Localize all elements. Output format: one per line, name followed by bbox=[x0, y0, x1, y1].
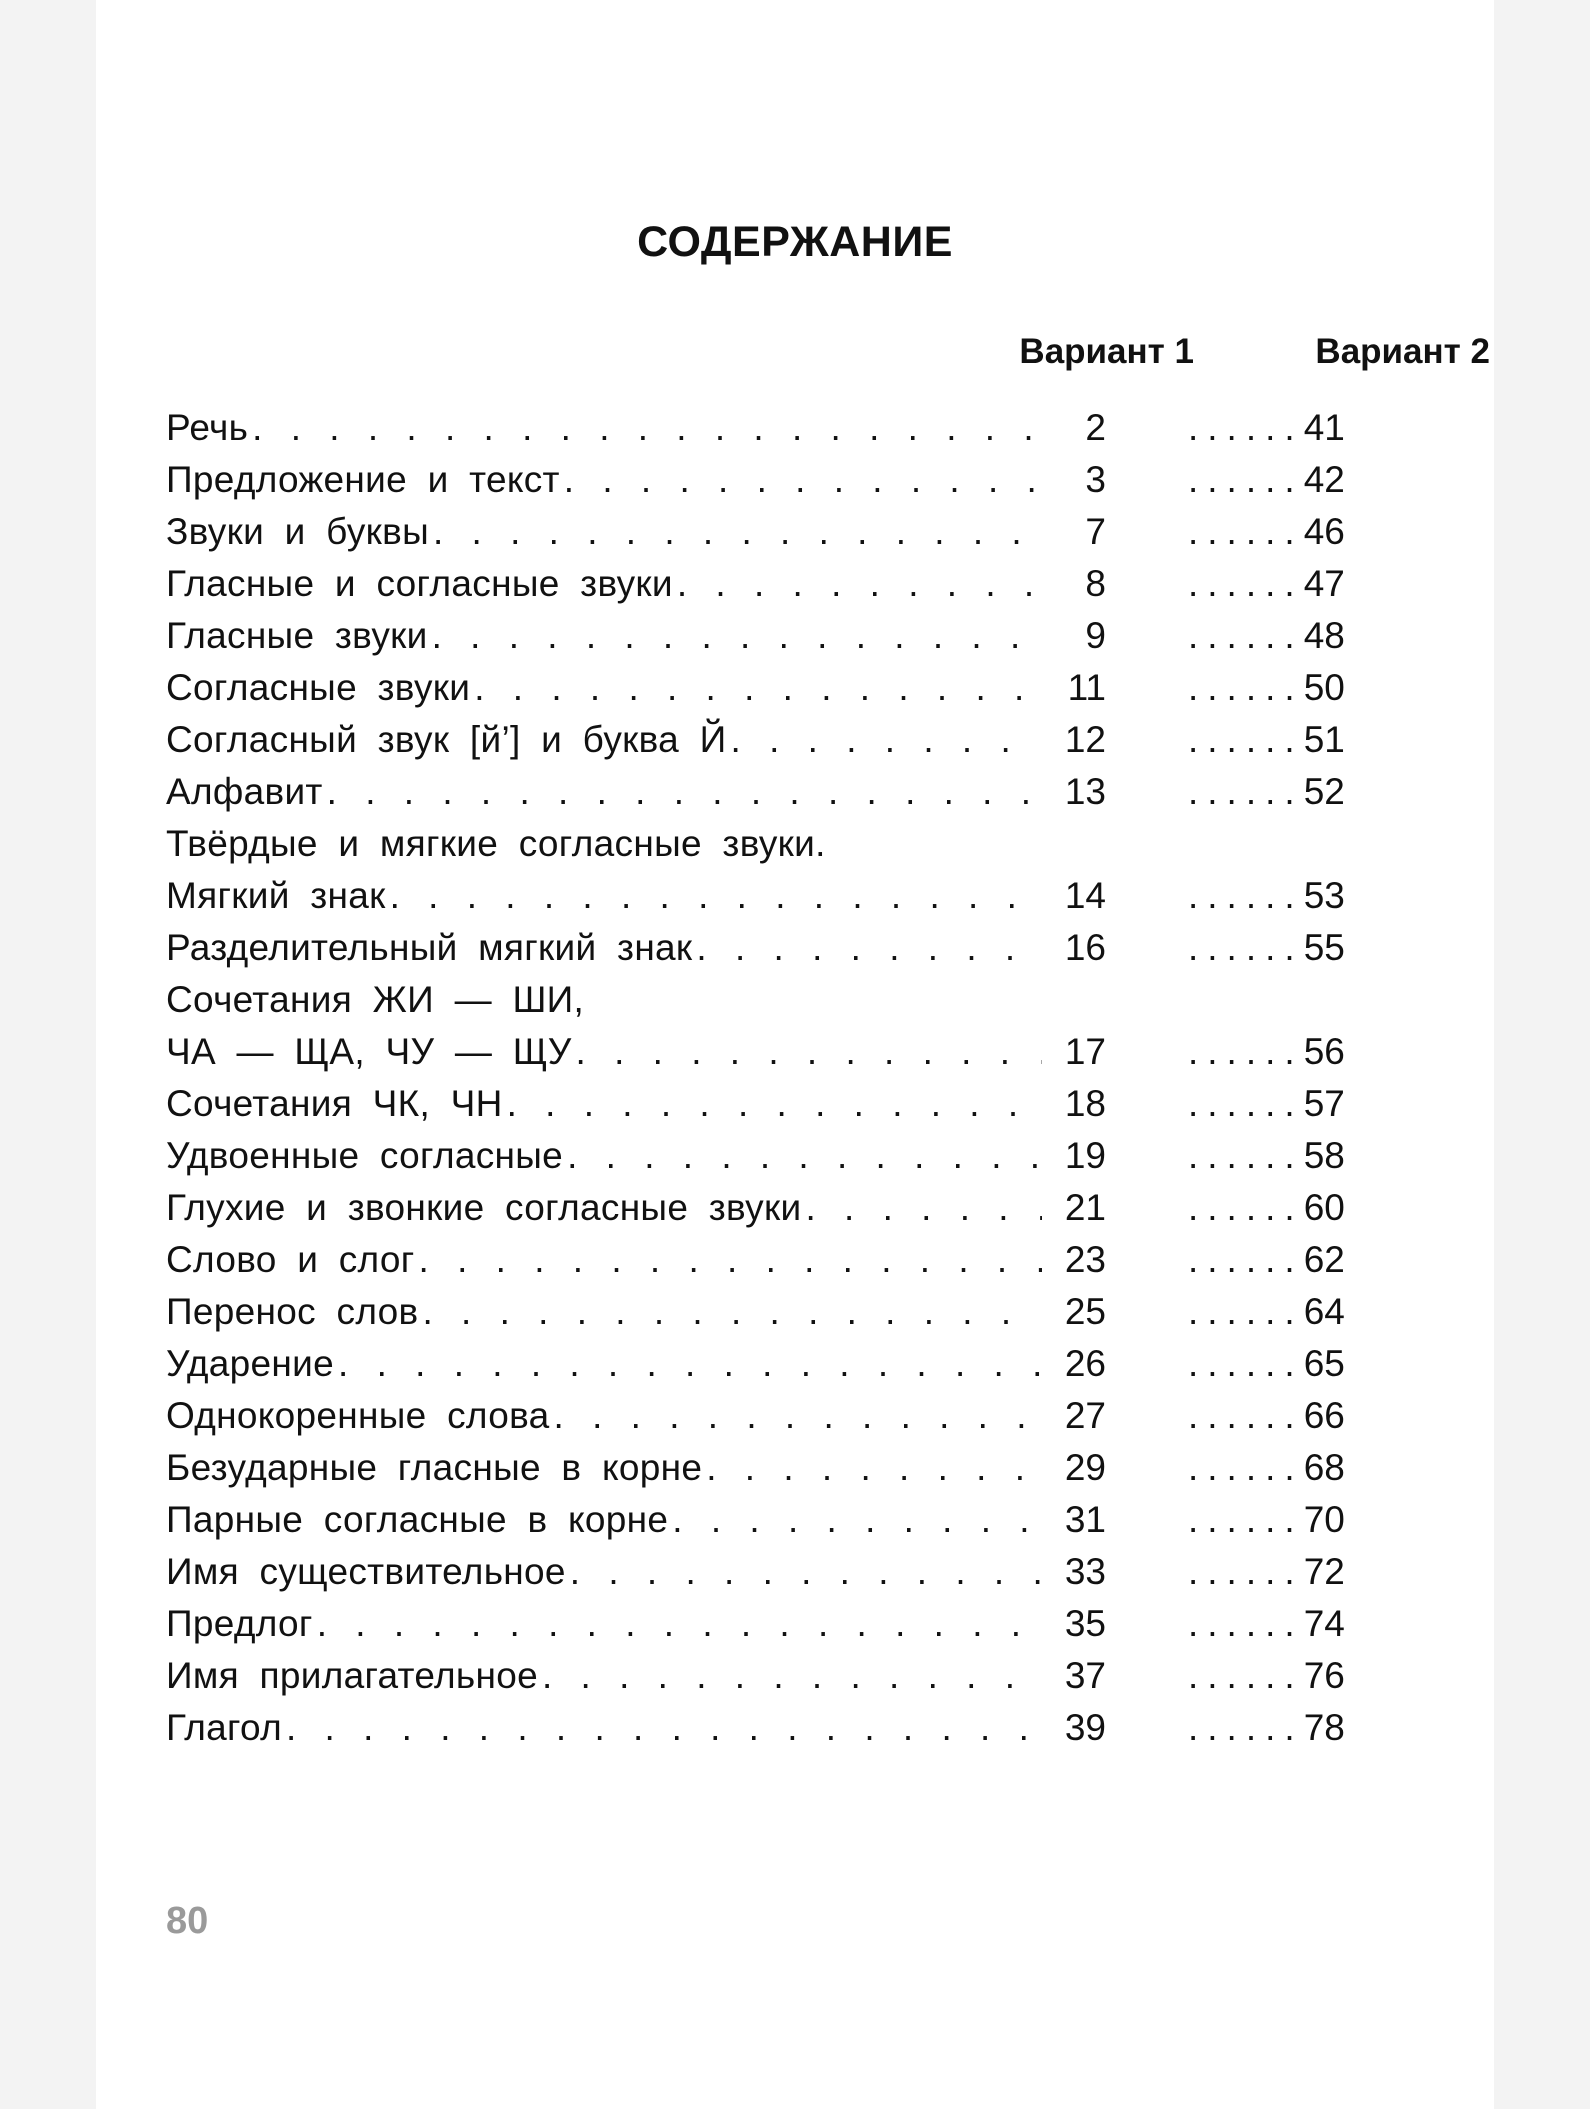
page-number-variant-1: 16 bbox=[1064, 927, 1106, 968]
dot-leader-variant-2: ...... bbox=[1188, 1447, 1304, 1488]
toc-entry-left bbox=[166, 558, 1106, 610]
page-number-variant-1: 7 bbox=[1085, 511, 1106, 552]
toc-entry bbox=[166, 870, 1458, 922]
toc-entry bbox=[166, 1442, 1458, 1494]
toc-entry bbox=[166, 1546, 1458, 1598]
dot-leader-variant-2: ...... bbox=[1188, 1187, 1304, 1228]
toc-entry-right bbox=[1188, 1702, 1458, 1754]
page-title: СОДЕРЖАНИЕ bbox=[637, 218, 953, 266]
dot-leader bbox=[731, 714, 1042, 766]
toc-entry-left bbox=[166, 922, 1106, 974]
dot-leader-variant-2: ...... bbox=[1188, 719, 1304, 760]
page-number-variant-1: 29 bbox=[1064, 1447, 1106, 1488]
dot-leader-variant-2: ...... bbox=[1188, 1551, 1304, 1592]
column-header-variant-2: Вариант 2 bbox=[1315, 332, 1490, 371]
page-number-variant-1: 12 bbox=[1064, 719, 1106, 760]
dot-leader-variant-2: ...... bbox=[1188, 875, 1304, 916]
toc-entry-right bbox=[1188, 1130, 1458, 1182]
toc-entry-right bbox=[1188, 506, 1458, 558]
page bbox=[96, 0, 1494, 2109]
toc-entry-label: Гласные и согласные звуки bbox=[166, 563, 673, 604]
toc-entry-label: Согласный звук [й’] и буква Й bbox=[166, 719, 727, 760]
toc-entry bbox=[166, 974, 1458, 1026]
toc-entry bbox=[166, 662, 1458, 714]
dot-leader bbox=[564, 454, 1042, 506]
page-number-variant-2: 66 bbox=[1303, 1395, 1345, 1436]
page-number-variant-2: 64 bbox=[1303, 1291, 1345, 1332]
toc-entry-left bbox=[166, 1078, 1106, 1130]
toc-entry-right bbox=[1188, 1338, 1458, 1390]
toc-entry-right bbox=[1188, 1390, 1458, 1442]
toc-entry-left bbox=[166, 1598, 1106, 1650]
toc-entry-label: Перенос слов bbox=[166, 1291, 419, 1332]
dot-leader bbox=[507, 1078, 1042, 1130]
dot-leader-variant-2: ...... bbox=[1188, 1603, 1304, 1644]
toc-entry-left bbox=[166, 1702, 1106, 1754]
toc-entry-label: Удвоенные согласные bbox=[166, 1135, 564, 1176]
toc-entry-right bbox=[1188, 1078, 1458, 1130]
toc-entry-right bbox=[1188, 662, 1458, 714]
page-number-variant-2: 42 bbox=[1303, 459, 1345, 500]
toc-entry-left bbox=[166, 610, 1106, 662]
page-number-variant-1: 2 bbox=[1085, 407, 1106, 448]
page-number-variant-1: 17 bbox=[1064, 1031, 1106, 1072]
toc-entry bbox=[166, 922, 1458, 974]
toc-entry-right bbox=[1188, 766, 1458, 818]
toc-entry-right bbox=[1188, 870, 1458, 922]
toc-entry-left bbox=[166, 402, 1106, 454]
dot-leader-variant-2: ...... bbox=[1188, 459, 1304, 500]
toc-entry-label: Имя прилагательное bbox=[166, 1655, 538, 1696]
dot-leader-variant-2: ...... bbox=[1188, 1031, 1304, 1072]
toc-entry-right bbox=[1188, 1546, 1458, 1598]
page-number-variant-2: 65 bbox=[1303, 1343, 1345, 1384]
dot-leader bbox=[554, 1390, 1042, 1442]
toc-entry bbox=[166, 714, 1458, 766]
dot-leader-variant-2: ...... bbox=[1188, 407, 1304, 448]
toc-entry-label: Глагол bbox=[166, 1707, 282, 1748]
page-number-variant-1: 18 bbox=[1064, 1083, 1106, 1124]
toc-entry-right bbox=[1188, 1026, 1458, 1078]
page-number-variant-2: 51 bbox=[1303, 719, 1345, 760]
page-number-variant-1: 27 bbox=[1064, 1395, 1106, 1436]
page-number-variant-2: 57 bbox=[1303, 1083, 1345, 1124]
dot-leader-variant-2: ...... bbox=[1188, 615, 1304, 656]
toc-entry-label: Имя существительное bbox=[166, 1551, 566, 1592]
toc-entry-left bbox=[166, 454, 1106, 506]
toc-entry-label: Алфавит bbox=[166, 771, 323, 812]
dot-leader-variant-2: ...... bbox=[1188, 1083, 1304, 1124]
page-number-variant-2: 60 bbox=[1303, 1187, 1345, 1228]
dot-leader bbox=[327, 766, 1042, 818]
page-number-variant-2: 76 bbox=[1303, 1655, 1345, 1696]
page-number-variant-1: 13 bbox=[1064, 771, 1106, 812]
toc-entry-label: Ударение bbox=[166, 1343, 335, 1384]
page-number: 80 bbox=[166, 1900, 209, 1942]
toc-entry bbox=[166, 1338, 1458, 1390]
page-number-variant-2: 52 bbox=[1303, 771, 1345, 812]
toc-entry-left bbox=[166, 1546, 1106, 1598]
page-number-variant-1: 31 bbox=[1064, 1499, 1106, 1540]
page-number-variant-2: 56 bbox=[1303, 1031, 1345, 1072]
page-number-variant-2: 53 bbox=[1303, 875, 1345, 916]
page-number-variant-1: 14 bbox=[1064, 875, 1106, 916]
toc-entry-left bbox=[166, 1234, 1106, 1286]
page-number-variant-2: 58 bbox=[1303, 1135, 1345, 1176]
toc-entry-right bbox=[1188, 610, 1458, 662]
dot-leader bbox=[805, 1182, 1042, 1234]
page-number-variant-1: 39 bbox=[1064, 1707, 1106, 1748]
page-number-variant-1: 25 bbox=[1064, 1291, 1106, 1332]
toc-entry bbox=[166, 558, 1458, 610]
dot-leader-variant-2: ...... bbox=[1188, 1135, 1304, 1176]
page-number-variant-1: 8 bbox=[1085, 563, 1106, 604]
page-number-variant-2: 47 bbox=[1303, 563, 1345, 604]
toc-entry-label: Гласные звуки bbox=[166, 615, 428, 656]
page-number-variant-2: 78 bbox=[1303, 1707, 1345, 1748]
toc-entry bbox=[166, 1702, 1458, 1754]
page-number-variant-1: 19 bbox=[1064, 1135, 1106, 1176]
toc-entry bbox=[166, 1130, 1458, 1182]
toc-entry-right bbox=[1188, 922, 1458, 974]
dot-leader-variant-2: ...... bbox=[1188, 667, 1304, 708]
dot-leader bbox=[433, 506, 1042, 558]
toc-entry-left bbox=[166, 714, 1106, 766]
page-number-variant-1: 35 bbox=[1064, 1603, 1106, 1644]
toc-entry bbox=[166, 1286, 1458, 1338]
page-number-variant-1: 21 bbox=[1064, 1187, 1106, 1228]
toc-entry-left bbox=[166, 766, 1106, 818]
dot-leader-variant-2: ...... bbox=[1188, 1239, 1304, 1280]
page-number-variant-2: 46 bbox=[1303, 511, 1345, 552]
toc-entry-label: ЧА — ЩА, ЧУ — ЩУ bbox=[166, 1031, 572, 1072]
page-number-variant-2: 68 bbox=[1303, 1447, 1345, 1488]
dot-leader-variant-2: ...... bbox=[1188, 511, 1304, 552]
dot-leader bbox=[570, 1546, 1042, 1598]
toc-entry bbox=[166, 766, 1458, 818]
toc-entry-right bbox=[1188, 1650, 1458, 1702]
page-number-variant-1: 11 bbox=[1067, 667, 1106, 708]
toc-entry-left bbox=[166, 506, 1106, 558]
toc-entry bbox=[166, 1234, 1458, 1286]
page-number-variant-2: 70 bbox=[1303, 1499, 1345, 1540]
page-number-variant-2: 62 bbox=[1303, 1239, 1345, 1280]
dot-leader bbox=[696, 922, 1042, 974]
toc-entry-label: Мягкий знак bbox=[166, 875, 386, 916]
page-number-variant-1: 23 bbox=[1064, 1239, 1106, 1280]
dot-leader bbox=[338, 1338, 1042, 1390]
dot-leader-variant-2: ...... bbox=[1188, 1343, 1304, 1384]
toc-entry-label: Парные согласные в корне bbox=[166, 1499, 669, 1540]
toc-entry-left bbox=[166, 974, 1106, 1026]
page-number-variant-1: 9 bbox=[1085, 615, 1106, 656]
page-number-variant-2: 50 bbox=[1303, 667, 1345, 708]
toc-entry-left bbox=[166, 1390, 1106, 1442]
toc-entry-left bbox=[166, 1130, 1106, 1182]
toc-entry-left bbox=[166, 1286, 1106, 1338]
column-header-variant-1: Вариант 1 bbox=[1019, 332, 1194, 371]
dot-leader bbox=[677, 558, 1042, 610]
page-number-variant-1: 33 bbox=[1064, 1551, 1106, 1592]
toc-entry-left bbox=[166, 1494, 1106, 1546]
toc-entry bbox=[166, 1650, 1458, 1702]
table-of-contents bbox=[166, 402, 1458, 1754]
toc-entry bbox=[166, 506, 1458, 558]
toc-entry bbox=[166, 1078, 1458, 1130]
toc-entry-left bbox=[166, 1182, 1106, 1234]
toc-entry-label: Сочетания ЧК, ЧН bbox=[166, 1083, 503, 1124]
dot-leader bbox=[542, 1650, 1042, 1702]
dot-leader-variant-2: ...... bbox=[1188, 1707, 1304, 1748]
toc-entry-left bbox=[166, 1338, 1106, 1390]
toc-entry-right bbox=[1188, 1286, 1458, 1338]
toc-entry-right bbox=[1188, 402, 1458, 454]
toc-entry-label: Глухие и звонкие согласные звуки bbox=[166, 1187, 802, 1228]
toc-entry-label: Предложение и текст bbox=[166, 459, 560, 500]
dot-leader bbox=[474, 662, 1042, 714]
toc-entry bbox=[166, 1026, 1458, 1078]
toc-entry-right bbox=[1188, 1234, 1458, 1286]
page-number-variant-2: 72 bbox=[1303, 1551, 1345, 1592]
toc-entry bbox=[166, 818, 1458, 870]
page-number-variant-1: 3 bbox=[1085, 459, 1106, 500]
dot-leader bbox=[432, 610, 1042, 662]
toc-entry bbox=[166, 1598, 1458, 1650]
dot-leader-variant-2: ...... bbox=[1188, 1499, 1304, 1540]
toc-entry-right bbox=[1188, 454, 1458, 506]
toc-entry bbox=[166, 610, 1458, 662]
dot-leader-variant-2: ...... bbox=[1188, 563, 1304, 604]
toc-entry bbox=[166, 1494, 1458, 1546]
toc-entry bbox=[166, 1182, 1458, 1234]
toc-entry-label: Разделительный мягкий знак bbox=[166, 927, 693, 968]
dot-leader bbox=[317, 1598, 1042, 1650]
dot-leader bbox=[419, 1234, 1042, 1286]
toc-entry bbox=[166, 1390, 1458, 1442]
page-number-variant-1: 26 bbox=[1064, 1343, 1106, 1384]
toc-entry-label: Безударные гласные в корне bbox=[166, 1447, 703, 1488]
dot-leader-variant-2: ...... bbox=[1188, 771, 1304, 812]
page-number-variant-2: 48 bbox=[1303, 615, 1345, 656]
page-number-variant-1: 37 bbox=[1064, 1655, 1106, 1696]
dot-leader bbox=[422, 1286, 1042, 1338]
toc-entry-right bbox=[1188, 714, 1458, 766]
toc-entry-right bbox=[1188, 1598, 1458, 1650]
toc-entry-label: Предлог bbox=[166, 1603, 313, 1644]
toc-entry-label: Твёрдые и мягкие согласные звуки. bbox=[166, 823, 826, 864]
page-number-variant-2: 55 bbox=[1303, 927, 1345, 968]
toc-entry bbox=[166, 402, 1458, 454]
dot-leader-variant-2: ...... bbox=[1188, 1291, 1304, 1332]
dot-leader bbox=[390, 870, 1042, 922]
dot-leader bbox=[567, 1130, 1042, 1182]
page-number-variant-2: 41 bbox=[1303, 407, 1345, 448]
toc-entry-label: Сочетания ЖИ — ШИ, bbox=[166, 979, 585, 1020]
page-number-variant-2: 74 bbox=[1303, 1603, 1345, 1644]
toc-entry-label: Слово и слог bbox=[166, 1239, 415, 1280]
toc-entry-left bbox=[166, 1026, 1106, 1078]
toc-entry-left bbox=[166, 1650, 1106, 1702]
toc-entry-label: Речь bbox=[166, 407, 249, 448]
toc-entry-left bbox=[166, 870, 1106, 922]
dot-leader-variant-2: ...... bbox=[1188, 927, 1304, 968]
dot-leader bbox=[252, 402, 1042, 454]
toc-entry-right bbox=[1188, 1182, 1458, 1234]
dot-leader bbox=[286, 1702, 1042, 1754]
toc-entry-label: Согласные звуки bbox=[166, 667, 471, 708]
toc-entry bbox=[166, 454, 1458, 506]
dot-leader bbox=[576, 1026, 1042, 1078]
toc-entry-left bbox=[166, 662, 1106, 714]
toc-entry-left bbox=[166, 1442, 1106, 1494]
dot-leader-variant-2: ...... bbox=[1188, 1395, 1304, 1436]
toc-entry-right bbox=[1188, 1442, 1458, 1494]
dot-leader bbox=[706, 1442, 1042, 1494]
toc-entry-right bbox=[1188, 558, 1458, 610]
toc-entry-label: Звуки и буквы bbox=[166, 511, 429, 552]
dot-leader-variant-2: ...... bbox=[1188, 1655, 1304, 1696]
toc-entry-right bbox=[1188, 1494, 1458, 1546]
dot-leader bbox=[672, 1494, 1042, 1546]
toc-entry-label: Однокоренные слова bbox=[166, 1395, 550, 1436]
toc-entry-left bbox=[166, 818, 1106, 870]
